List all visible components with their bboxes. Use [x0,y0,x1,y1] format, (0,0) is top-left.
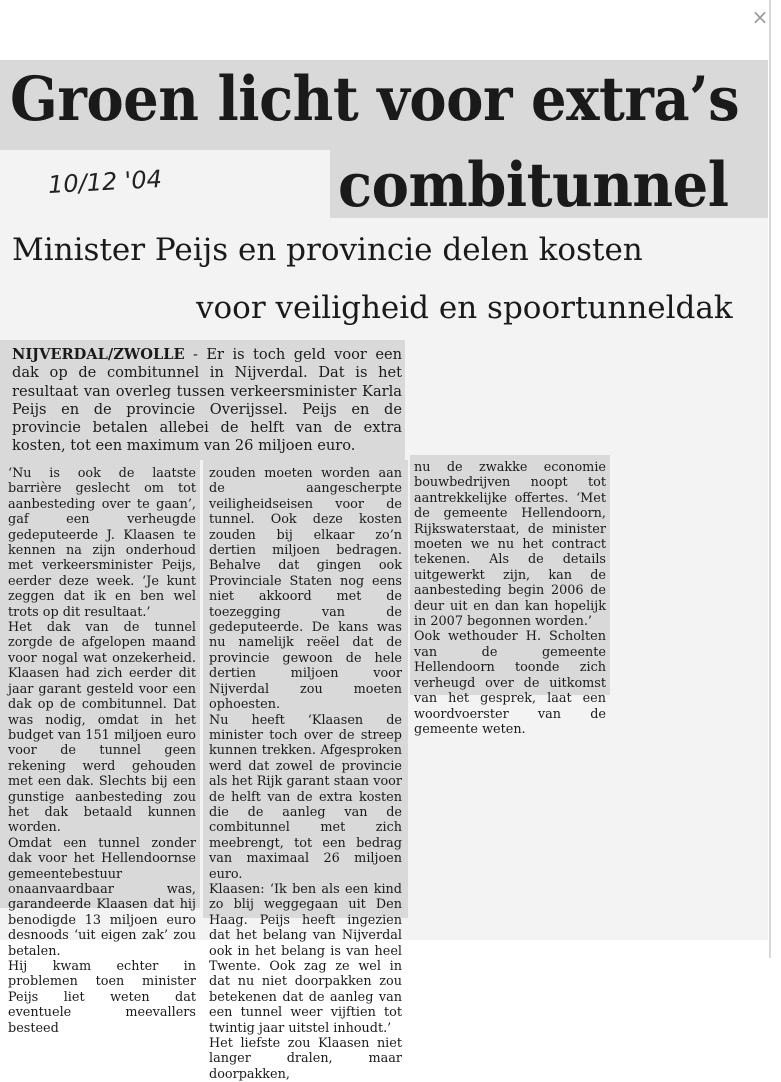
close-icon[interactable]: × [751,5,769,29]
body-column-1 [8,466,196,1036]
headline-line-1: Groen licht voor extra’s [10,64,740,136]
headline-line-2: combitunnel [338,150,729,222]
subheadline-line-1: Minister Peijs en provincie delen kosten [12,232,643,268]
column-2-paragraph: zouden moeten worden aan de aangescherpte veiligheidseisen voor de tunnel. Ook deze kosten zouden bij elkaar zo’n dertien miljoen bedragen. Behalve dat gingen ook Provinciale Staten nog eens niet akkoord met de toezegging van de gedeputeerde. De kans was nu namelijk reëel dat de provincie gewoon de hele dertien miljoen voor Nijverdal zou moeten ophoesten. [209,466,402,713]
column-1-paragraph: ‘Nu is ook de laatste barrière geslecht om tot aanbesteding over te gaan’, gaf een verheugde gedeputeerde J. Klaasen te kennen na zijn onderhoud met verkeersminister Peijs, eerder deze week. ‘Je kunt zeggen dat ik en ben wel trots op dit resultaat.’ [8,466,196,620]
column-2-paragraph: Klaasen: ‘Ik ben als een kind zo blij weggegaan uit Den Haag. Peijs heeft ingezien dat het belang van Nijverdal ook in het belang is van heel Twente. Ook zag ze wel in dat nu niet doorpakken zou betekenen dat de aanleg van een tunnel weer vijftien tot twintig jaar uitstel inhoudt.’ [209,881,402,1036]
column-2-paragraph: Het liefste zou Klaasen niet langer dralen, maar doorpakken, [209,1036,402,1082]
dateline: NIJVERDAL/ZWOLLE [12,346,185,363]
body-column-3 [414,460,606,737]
window-edge [769,0,771,958]
handwritten-date: 10/12 '04 [47,165,163,199]
column-3-paragraph: Ook wethouder H. Scholten van de gemeente Hellendoorn toonde zich verheugd over de uitkomst van het gesprek, laat een woordvoerster van de gemeente weten. [414,629,606,737]
body-column-2 [209,466,402,1082]
lead-text: - Er is toch geld voor een dak op de combitunnel in Nijverdal. Dat is het resultaat van overleg tussen verkeersminister Karla Peijs en de provincie Overijssel. Peijs en de provincie betalen allebei de helft van de extra kosten, tot een maximum van 26 miljoen euro. [12,346,402,455]
column-1-paragraph: Omdat een tunnel zonder dak voor het Hellendoornse gemeentebestuur onaanvaardbaar was, garandeerde Klaasen dat hij benodigde 13 miljoen euro desnoods ‘uit eigen zak’ zou betalen. [8,835,196,959]
column-2-paragraph: Nu heeft ‘Klaasen de minister toch over de streep kunnen trekken. Afgesproken werd dat zowel de provincie als het Rijk garant staan voor de helft van de extra kosten die de aanleg van de combitunnel met zich meebrengt, tot een bedrag van maximaal 26 miljoen euro. [209,712,402,882]
column-1-paragraph: Hij kwam echter in problemen toen minister Peijs liet weten dat eventuele meevallers besteed [8,959,196,1036]
column-3-paragraph: nu de zwakke economie bouwbedrijven noopt tot aantrekkelijke offertes. ‘Met de gemeente Hellendoorn, Rijkswaterstaat, de minister moeten we nu het contract tekenen. Als de details uitgewerkt zijn, kan de aanbesteding begin 2006 de deur uit en dan kan hopelijk in 2007 begonnen worden.’ [414,460,606,630]
lead-paragraph [12,346,402,456]
column-1-paragraph: Het dak van de tunnel zorgde de afgelopen maand voor nogal wat onzekerheid. Klaasen had zich eerder dit jaar garant gesteld voor een dak op de combitunnel. Dat was nodig, omdat in het budget van 151 miljoen euro voor de tunnel geen rekening werd gehouden met een dak. Slechts bij een gunstige aanbesteding zou het dak betaald kunnen worden. [8,620,196,836]
subheadline-line-2: voor veiligheid en spoortunneldak [196,290,733,326]
